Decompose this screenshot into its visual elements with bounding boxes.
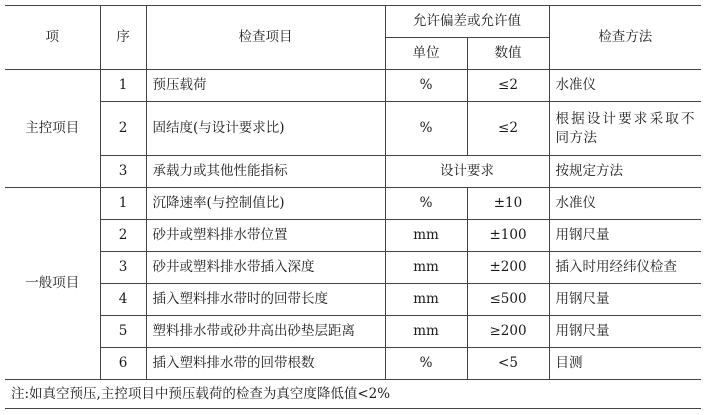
table-row bbox=[5, 220, 701, 252]
table-row bbox=[5, 188, 701, 220]
header-row-1 bbox=[5, 6, 701, 38]
row-value: ≤2 bbox=[467, 70, 549, 102]
header-item: 项 bbox=[5, 6, 100, 70]
row-seq: 4 bbox=[100, 284, 146, 316]
row-item: 插入塑料排水带时的回带长度 bbox=[146, 284, 385, 316]
table-note: 注:如真空预压,主控项目中预压载荷的检查为真空度降低值<2% bbox=[5, 380, 701, 409]
row-unit: mm bbox=[385, 220, 467, 252]
note-row bbox=[5, 380, 701, 409]
row-item: 沉降速率(与控制值比) bbox=[146, 188, 385, 220]
header-unit: 单位 bbox=[385, 38, 467, 70]
table-row bbox=[5, 252, 701, 284]
row-method: 用钢尺量 bbox=[549, 284, 701, 316]
row-value: ≥200 bbox=[467, 316, 549, 348]
row-value: ≤2 bbox=[467, 102, 549, 156]
row-method: 用钢尺量 bbox=[549, 220, 701, 252]
row-seq: 1 bbox=[100, 70, 146, 102]
row-seq: 1 bbox=[100, 188, 146, 220]
row-unit: % bbox=[385, 102, 467, 156]
row-seq: 2 bbox=[100, 102, 146, 156]
row-unit: % bbox=[385, 188, 467, 220]
row-value: ±200 bbox=[467, 252, 549, 284]
row-item: 砂井或塑料排水带位置 bbox=[146, 220, 385, 252]
row-method: 水准仪 bbox=[549, 70, 701, 102]
row-item: 插入塑料排水带的回带根数 bbox=[146, 348, 385, 380]
row-item: 固结度(与设计要求比) bbox=[146, 102, 385, 156]
row-method: 按规定方法 bbox=[549, 156, 701, 188]
table-row bbox=[5, 156, 701, 188]
row-value: ≤500 bbox=[467, 284, 549, 316]
row-unit: % bbox=[385, 70, 467, 102]
header-tolerance-group: 允许偏差或允许值 bbox=[385, 6, 549, 38]
row-value: ±100 bbox=[467, 220, 549, 252]
row-seq: 6 bbox=[100, 348, 146, 380]
row-method: 目测 bbox=[549, 348, 701, 380]
row-value: <5 bbox=[467, 348, 549, 380]
row-seq: 5 bbox=[100, 316, 146, 348]
row-value: ±10 bbox=[467, 188, 549, 220]
row-unit: mm bbox=[385, 284, 467, 316]
row-merged-requirement: 设计要求 bbox=[385, 156, 549, 188]
row-unit: mm bbox=[385, 252, 467, 284]
header-seq: 序 bbox=[100, 6, 146, 70]
row-unit: mm bbox=[385, 316, 467, 348]
table-row bbox=[5, 316, 701, 348]
group-label-general: 一般项目 bbox=[5, 188, 100, 380]
header-method: 检查方法 bbox=[549, 6, 701, 70]
header-check-item: 检查项目 bbox=[146, 6, 385, 70]
row-seq: 3 bbox=[100, 156, 146, 188]
table-row bbox=[5, 102, 701, 156]
group-label-main-control: 主控项目 bbox=[5, 70, 100, 188]
row-seq: 2 bbox=[100, 220, 146, 252]
row-item: 塑料排水带或砂井高出砂垫层距离 bbox=[146, 316, 385, 348]
row-method: 水准仪 bbox=[549, 188, 701, 220]
table-row bbox=[5, 348, 701, 380]
table-row bbox=[5, 70, 701, 102]
row-item: 砂井或塑料排水带插入深度 bbox=[146, 252, 385, 284]
header-value: 数值 bbox=[467, 38, 549, 70]
row-method: 插入时用经纬仪检查 bbox=[549, 252, 701, 284]
row-unit: % bbox=[385, 348, 467, 380]
table-row bbox=[5, 284, 701, 316]
row-method: 用钢尺量 bbox=[549, 316, 701, 348]
row-method: 根据设计要求采取不同方法 bbox=[549, 102, 701, 156]
row-item: 承载力或其他性能指标 bbox=[146, 156, 385, 188]
row-seq: 3 bbox=[100, 252, 146, 284]
inspection-standard-table bbox=[5, 5, 701, 409]
row-item: 预压载荷 bbox=[146, 70, 385, 102]
